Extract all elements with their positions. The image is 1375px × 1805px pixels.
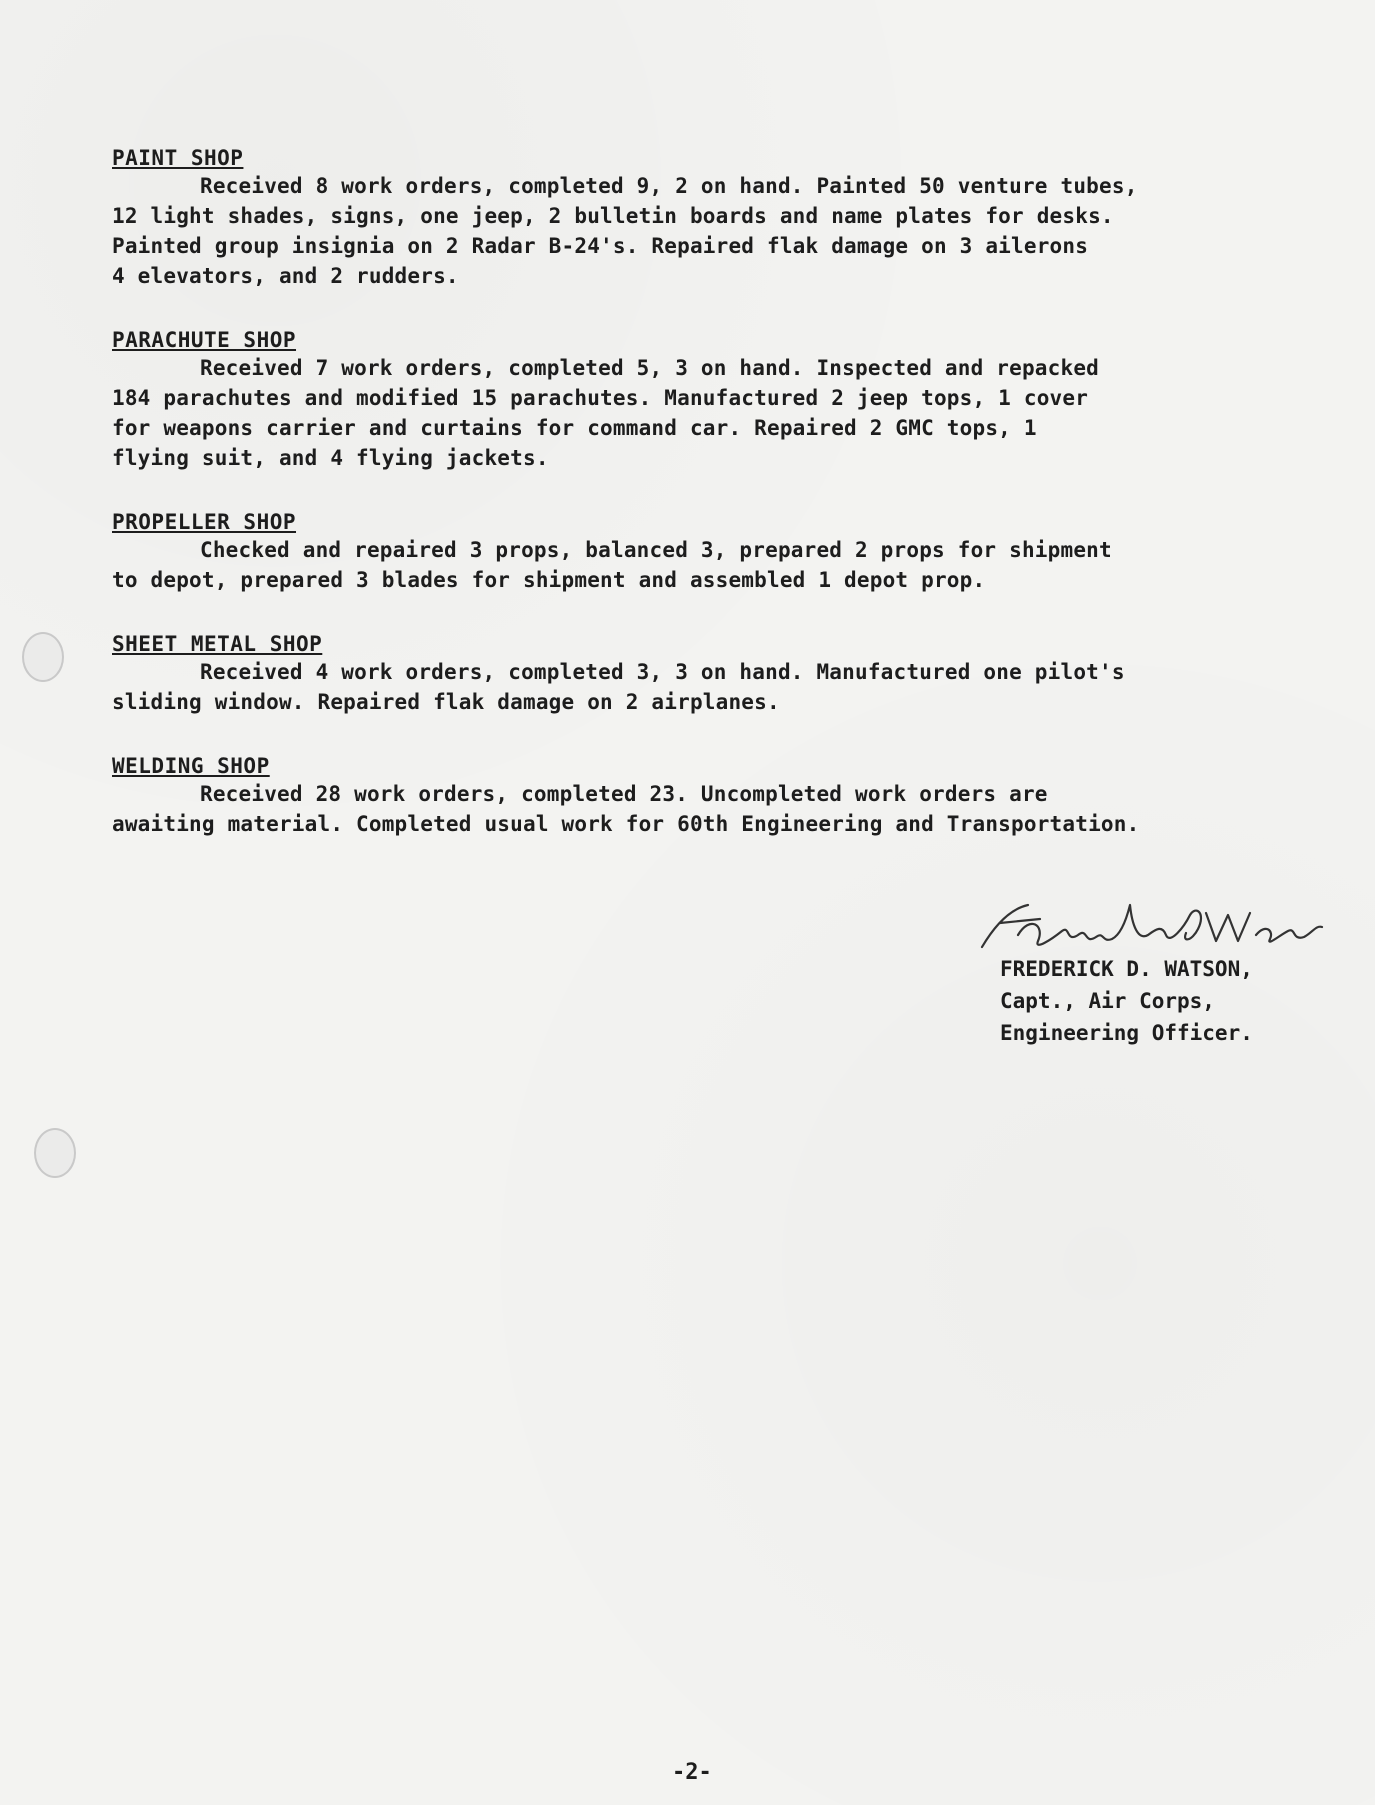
document-body [112,145,1352,875]
page-number: -2- [672,1760,712,1785]
body-line: Received 8 work orders, completed 9, 2 on hand. Painted 50 venture tubes, [200,174,1138,198]
section-sheet-metal-shop [112,631,1352,717]
body-line: for weapons carrier and curtains for command car. Repaired 2 GMC tops, 1 [112,416,1037,440]
section-welding-shop [112,753,1352,839]
body-line: flying suit, and 4 flying jackets. [112,446,549,470]
section-propeller-shop [112,509,1352,595]
body-line: 184 parachutes and modified 15 parachutes. Manufactured 2 jeep tops, 1 cover [112,386,1089,410]
section-paint-shop [112,145,1352,291]
section-title: WELDING SHOP [112,754,270,778]
signatory-title: Engineering Officer. [1000,1021,1253,1045]
signatory-rank: Capt., Air Corps, [1000,989,1215,1013]
section-title: PARACHUTE SHOP [112,328,297,352]
body-line: Checked and repaired 3 props, balanced 3, prepared 2 props for shipment [200,538,1112,562]
punch-hole-bottom [34,1128,76,1178]
signatory-name: FREDERICK D. WATSON, [1000,957,1253,981]
signature-text [1000,953,1253,1049]
section-title: SHEET METAL SHOP [112,632,323,656]
body-line: Received 4 work orders, completed 3, 3 on hand. Manufactured one pilot's [200,660,1125,684]
body-line: Received 28 work orders, completed 23. Uncompleted work orders are [200,782,1048,806]
body-line: awaiting material. Completed usual work for 60th Engineering and Transportation. [112,812,1140,836]
body-line: Painted group insignia on 2 Radar B-24's. Repaired flak damage on 3 ailerons [112,234,1089,258]
punch-hole-top [22,632,64,682]
body-line: Received 7 work orders, completed 5, 3 on hand. Inspected and repacked [200,356,1100,380]
section-title: PAINT SHOP [112,146,244,170]
section-parachute-shop [112,327,1352,473]
body-line: 12 light shades, signs, one jeep, 2 bulletin boards and name plates for desks. [112,204,1114,228]
body-line: 4 elevators, and 2 rudders. [112,264,459,288]
body-line: sliding window. Repaired flak damage on 2 airplanes. [112,690,780,714]
body-line: to depot, prepared 3 blades for shipment and assembled 1 depot prop. [112,568,986,592]
section-title: PROPELLER SHOP [112,510,297,534]
